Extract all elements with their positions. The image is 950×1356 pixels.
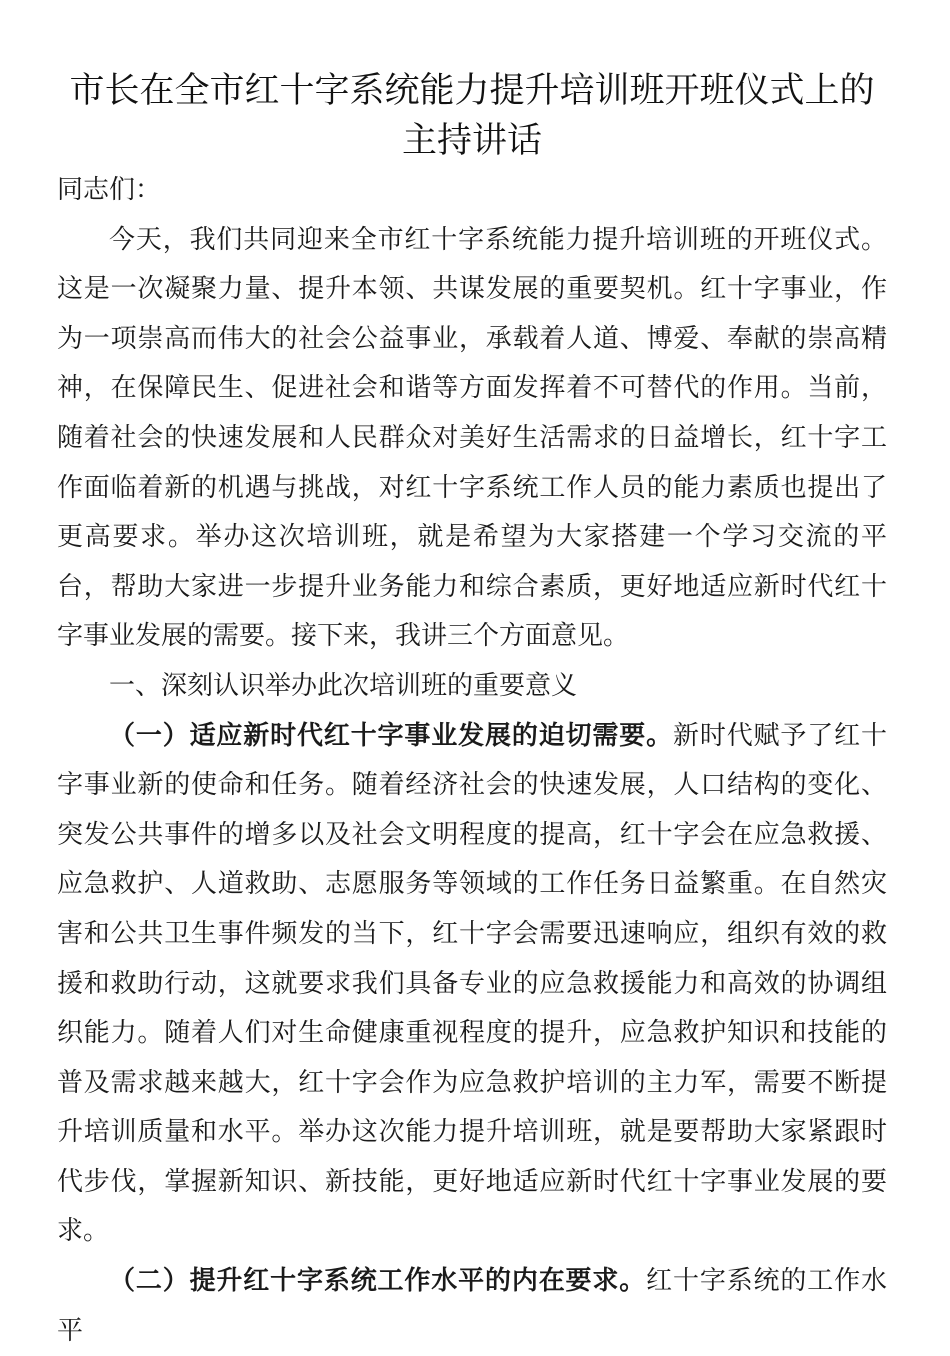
intro-paragraph: 今天，我们共同迎来全市红十字系统能力提升培训班的开班仪式。这是一次凝聚力量、提升本领、共谋发展的重要契机。红十字事业，作为一项崇高而伟大的社会公益事业，承载着人道、博爱、奉献的崇高精神，在保障民生、促进社会和谐等方面发挥着不可替代的作用。当前，随着社会的快速发展和人民群众对美好生活需求的日益增长，红十字工作面临着新的机遇与挑战，对红十字系统工作人员的能力素质也提出了更高要求。举办这次培训班，就是希望为大家搭建一个学习交流的平台，帮助大家进一步提升业务能力和综合素质，更好地适应新时代红十字事业发展的需要。接下来，我讲三个方面意见。 (57, 224, 887, 652)
subsection-one-paragraph (57, 712, 887, 1258)
subsection-one-heading: （一）适应新时代红十字事业发展的迫切需要。 (109, 720, 673, 751)
document-page (57, 66, 887, 1356)
section-one-heading: 一、深刻认识举办此次培训班的重要意义 (109, 670, 578, 701)
document-title: 市长在全市红十字系统能力提升培训班开班仪式上的主持讲话 (69, 71, 875, 161)
subsection-two-heading: （二）提升红十字系统工作水平的内在要求。 (109, 1266, 647, 1297)
subsection-two-body: 红十字系统的工作水平 (57, 1266, 887, 1346)
salutation: 同志们： (57, 175, 162, 205)
subsection-one-body: 新时代赋予了红十字事业新的使命和任务。随着经济社会的快速发展，人口结构的变化、突发公共事件的增多以及社会文明程度的提高，红十字会在应急救援、应急救护、人道救助、志愿服务等领域的工作任务日益繁重。在自然灾害和公共卫生事件频发的当下，红十字会需要迅速响应，组织有效的救援和救助行动，这就要求我们具备专业的应急救援能力和高效的协调组织能力。随着人们对生命健康重视程度的提升，应急救护知识和技能的普及需求越来越大，红十字会作为应急救护培训的主力军，需要不断提升培训质量和水平。举办这次能力提升培训班，就是要帮助大家紧跟时代步伐，掌握新知识、新技能，更好地适应新时代红十字事业发展的要求。 (57, 720, 887, 1247)
subsection-two-paragraph (57, 1257, 887, 1356)
